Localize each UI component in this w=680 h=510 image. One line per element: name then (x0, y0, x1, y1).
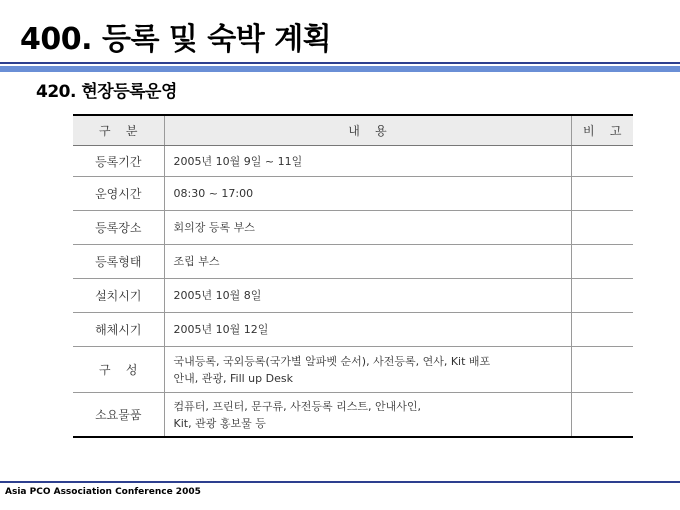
content-line: 2005년 10월 8일 (173, 289, 262, 302)
row-content (164, 393, 571, 438)
registration-table (73, 114, 633, 438)
table-row (73, 146, 633, 177)
row-note (571, 245, 633, 279)
table-row (73, 177, 633, 211)
row-label: 해체시기 (73, 313, 164, 347)
row-content (164, 211, 571, 245)
row-note (571, 393, 633, 438)
content-line: 국내등록, 국외등록(국가별 알파벳 순서), 사전등록, 연사, Kit 배포 (173, 354, 491, 368)
row-label: 설치시기 (73, 279, 164, 313)
table-row (73, 393, 633, 438)
content-line: 2005년 10월 12일 (173, 323, 269, 336)
row-label: 등록형태 (73, 245, 164, 279)
row-label: 등록장소 (73, 211, 164, 245)
table-row (73, 279, 633, 313)
row-note (571, 313, 633, 347)
content-line: 회의장 등록 부스 (173, 221, 255, 234)
row-note (571, 347, 633, 393)
row-note (571, 211, 633, 245)
table-row (73, 347, 633, 393)
row-content (164, 245, 571, 279)
column-header-note: 비 고 (571, 115, 633, 146)
row-label: 등록기간 (73, 146, 164, 177)
content-line: 컴퓨터, 프린터, 문구류, 사전등록 리스트, 안내사인, (173, 399, 421, 413)
content-line: 2005년 10월 9일 ~ 11일 (173, 154, 303, 168)
title-divider-thin (0, 62, 680, 64)
footer-text: Asia PCO Association Conference 2005 (5, 487, 201, 497)
footer-divider (0, 481, 680, 483)
section-title: 420. 현장등록운영 (36, 82, 177, 102)
content-line: 안내, 관광, Fill up Desk (173, 371, 293, 385)
table-row (73, 211, 633, 245)
table-header-row (73, 115, 633, 146)
table-row (73, 313, 633, 347)
content-line: 08:30 ~ 17:00 (173, 187, 254, 200)
row-label: 구 성 (73, 347, 164, 393)
title-divider-thick (0, 66, 680, 72)
content-line: Kit, 관광 홍보물 등 (173, 416, 266, 430)
row-label: 소요물품 (73, 393, 164, 438)
row-label: 운영시간 (73, 177, 164, 211)
row-content (164, 313, 571, 347)
row-content (164, 279, 571, 313)
row-note (571, 146, 633, 177)
column-header-content: 내 용 (164, 115, 571, 146)
row-content (164, 347, 571, 393)
row-content (164, 146, 571, 177)
column-header-category: 구 분 (73, 115, 164, 146)
row-content (164, 177, 571, 211)
content-line: 조립 부스 (173, 255, 220, 268)
table-row (73, 245, 633, 279)
row-note (571, 279, 633, 313)
page-title: 400. 등록 및 숙박 계획 (20, 22, 332, 57)
row-note (571, 177, 633, 211)
